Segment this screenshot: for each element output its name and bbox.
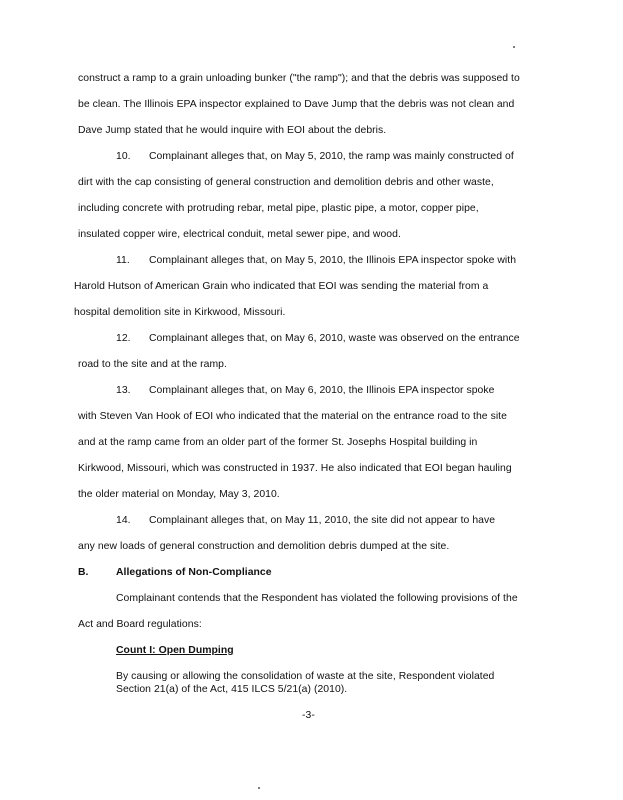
count-1-line-1: By causing or allowing the consolidation of waste at the site, Respondent violated <box>116 671 495 682</box>
paragraph-10-number: 10. <box>116 151 131 162</box>
count-1-line-2: Section 21(a) of the Act, 415 ILCS 5/21(a) (2010). <box>116 684 348 695</box>
section-b-heading: Allegations of Non-Compliance <box>116 567 272 578</box>
paragraph-13-line-3: and at the ramp came from an older part of the former St. Josephs Hospital building in <box>78 437 478 448</box>
paragraph-9-line-1: construct a ramp to a grain unloading bunker ("the ramp"); and that the debris was supposed to <box>78 73 520 84</box>
section-b-letter: B. <box>78 567 89 578</box>
paragraph-12-number: 12. <box>116 333 131 344</box>
scan-speck <box>513 46 515 48</box>
paragraph-14-line-2: any new loads of general construction and demolition debris dumped at the site. <box>78 541 450 552</box>
paragraph-11-number: 11. <box>116 255 130 266</box>
paragraph-10-line-3: including concrete with protruding rebar, metal pipe, plastic pipe, a motor, copper pipe, <box>78 203 479 214</box>
paragraph-13-line-4: Kirkwood, Missouri, which was constructed in 1937. He also indicated that EOI began hauling <box>78 463 512 474</box>
paragraph-13-line-1: Complainant alleges that, on May 6, 2010, the Illinois EPA inspector spoke <box>149 385 495 396</box>
paragraph-13-number: 13. <box>116 385 131 396</box>
paragraph-13-line-2: with Steven Van Hook of EOI who indicated that the material on the entrance road to the site <box>78 411 507 422</box>
paragraph-9-line-3: Dave Jump stated that he would inquire with EOI about the debris. <box>78 125 387 136</box>
count-1-heading: Count I: Open Dumping <box>116 645 234 656</box>
paragraph-11-line-2: Harold Hutson of American Grain who indicated that EOI was sending the material from a <box>74 281 489 292</box>
paragraph-10-line-4: insulated copper wire, electrical conduit, metal sewer pipe, and wood. <box>78 229 401 240</box>
paragraph-14-number: 14. <box>116 515 131 526</box>
paragraph-11-line-3: hospital demolition site in Kirkwood, Missouri. <box>74 307 286 318</box>
section-b-line-2: Act and Board regulations: <box>78 619 202 630</box>
paragraph-14-line-1: Complainant alleges that, on May 11, 2010, the site did not appear to have <box>149 515 496 526</box>
paragraph-12-line-2: road to the site and at the ramp. <box>78 359 227 370</box>
paragraph-11-line-1: Complainant alleges that, on May 5, 2010, the Illinois EPA inspector spoke with <box>149 255 517 266</box>
scan-speck-bottom <box>258 787 260 789</box>
section-b-line-1: Complainant contends that the Respondent has violated the following provisions of the <box>116 593 518 604</box>
page-number: -3- <box>302 710 315 721</box>
paragraph-12-line-1: Complainant alleges that, on May 6, 2010, waste was observed on the entrance <box>149 333 520 344</box>
paragraph-10-line-1: Complainant alleges that, on May 5, 2010, the ramp was mainly constructed of <box>149 151 514 162</box>
paragraph-13-line-5: the older material on Monday, May 3, 2010. <box>78 489 280 500</box>
paragraph-10-line-2: dirt with the cap consisting of general construction and demolition debris and other waste, <box>78 177 494 188</box>
paragraph-9-line-2: be clean. The Illinois EPA inspector explained to Dave Jump that the debris was not clean and <box>78 99 515 110</box>
